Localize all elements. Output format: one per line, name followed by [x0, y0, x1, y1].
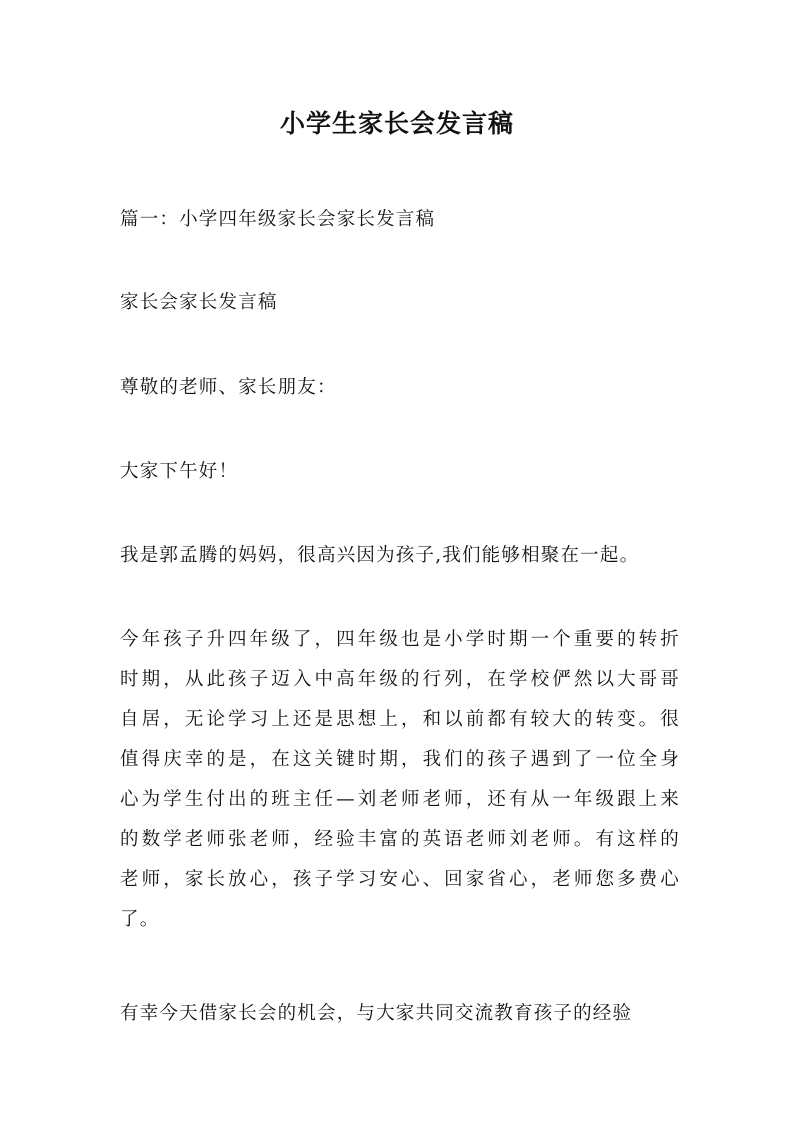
- salutation: 尊敬的老师、家长朋友：: [120, 377, 337, 398]
- paragraph-line: 值得庆幸的是，在这关键时期，我们的孩子遇到了一位全身: [120, 749, 680, 770]
- body-paragraph-2: 有幸今天借家长会的机会，与大家共同交流教育孩子的经验: [120, 1003, 633, 1024]
- paragraph-line: 今年孩子升四年级了，四年级也是小学时期一个重要的转折: [120, 629, 680, 650]
- greeting: 大家下午好！: [120, 461, 239, 482]
- document-title: 小学生家长会发言稿: [279, 109, 514, 138]
- paragraph-line: 时期，从此孩子迈入中高年级的行列，在学校俨然以大哥哥: [120, 669, 680, 690]
- section-heading: 篇一：小学四年级家长会家长发言稿: [120, 209, 436, 230]
- paragraph-line: 心为学生付出的班主任—刘老师老师，还有从一年级跟上来: [120, 789, 680, 810]
- paragraph-line: 自居，无论学习上还是思想上，和以前都有较大的转变。很: [120, 709, 680, 730]
- paragraph-line: 的数学老师张老师，经验丰富的英语老师刘老师。有这样的: [120, 829, 680, 850]
- subheading: 家长会家长发言稿: [120, 292, 278, 313]
- body-paragraph-1: [120, 620, 680, 940]
- paragraph-line: 老师，家长放心，孩子学习安心、回家省心，老师您多费心: [120, 869, 680, 890]
- paragraph-line: 了。: [120, 909, 160, 930]
- intro-paragraph: 我是郭孟腾的妈妈，很高兴因为孩子,我们能够相聚在一起。: [120, 545, 640, 566]
